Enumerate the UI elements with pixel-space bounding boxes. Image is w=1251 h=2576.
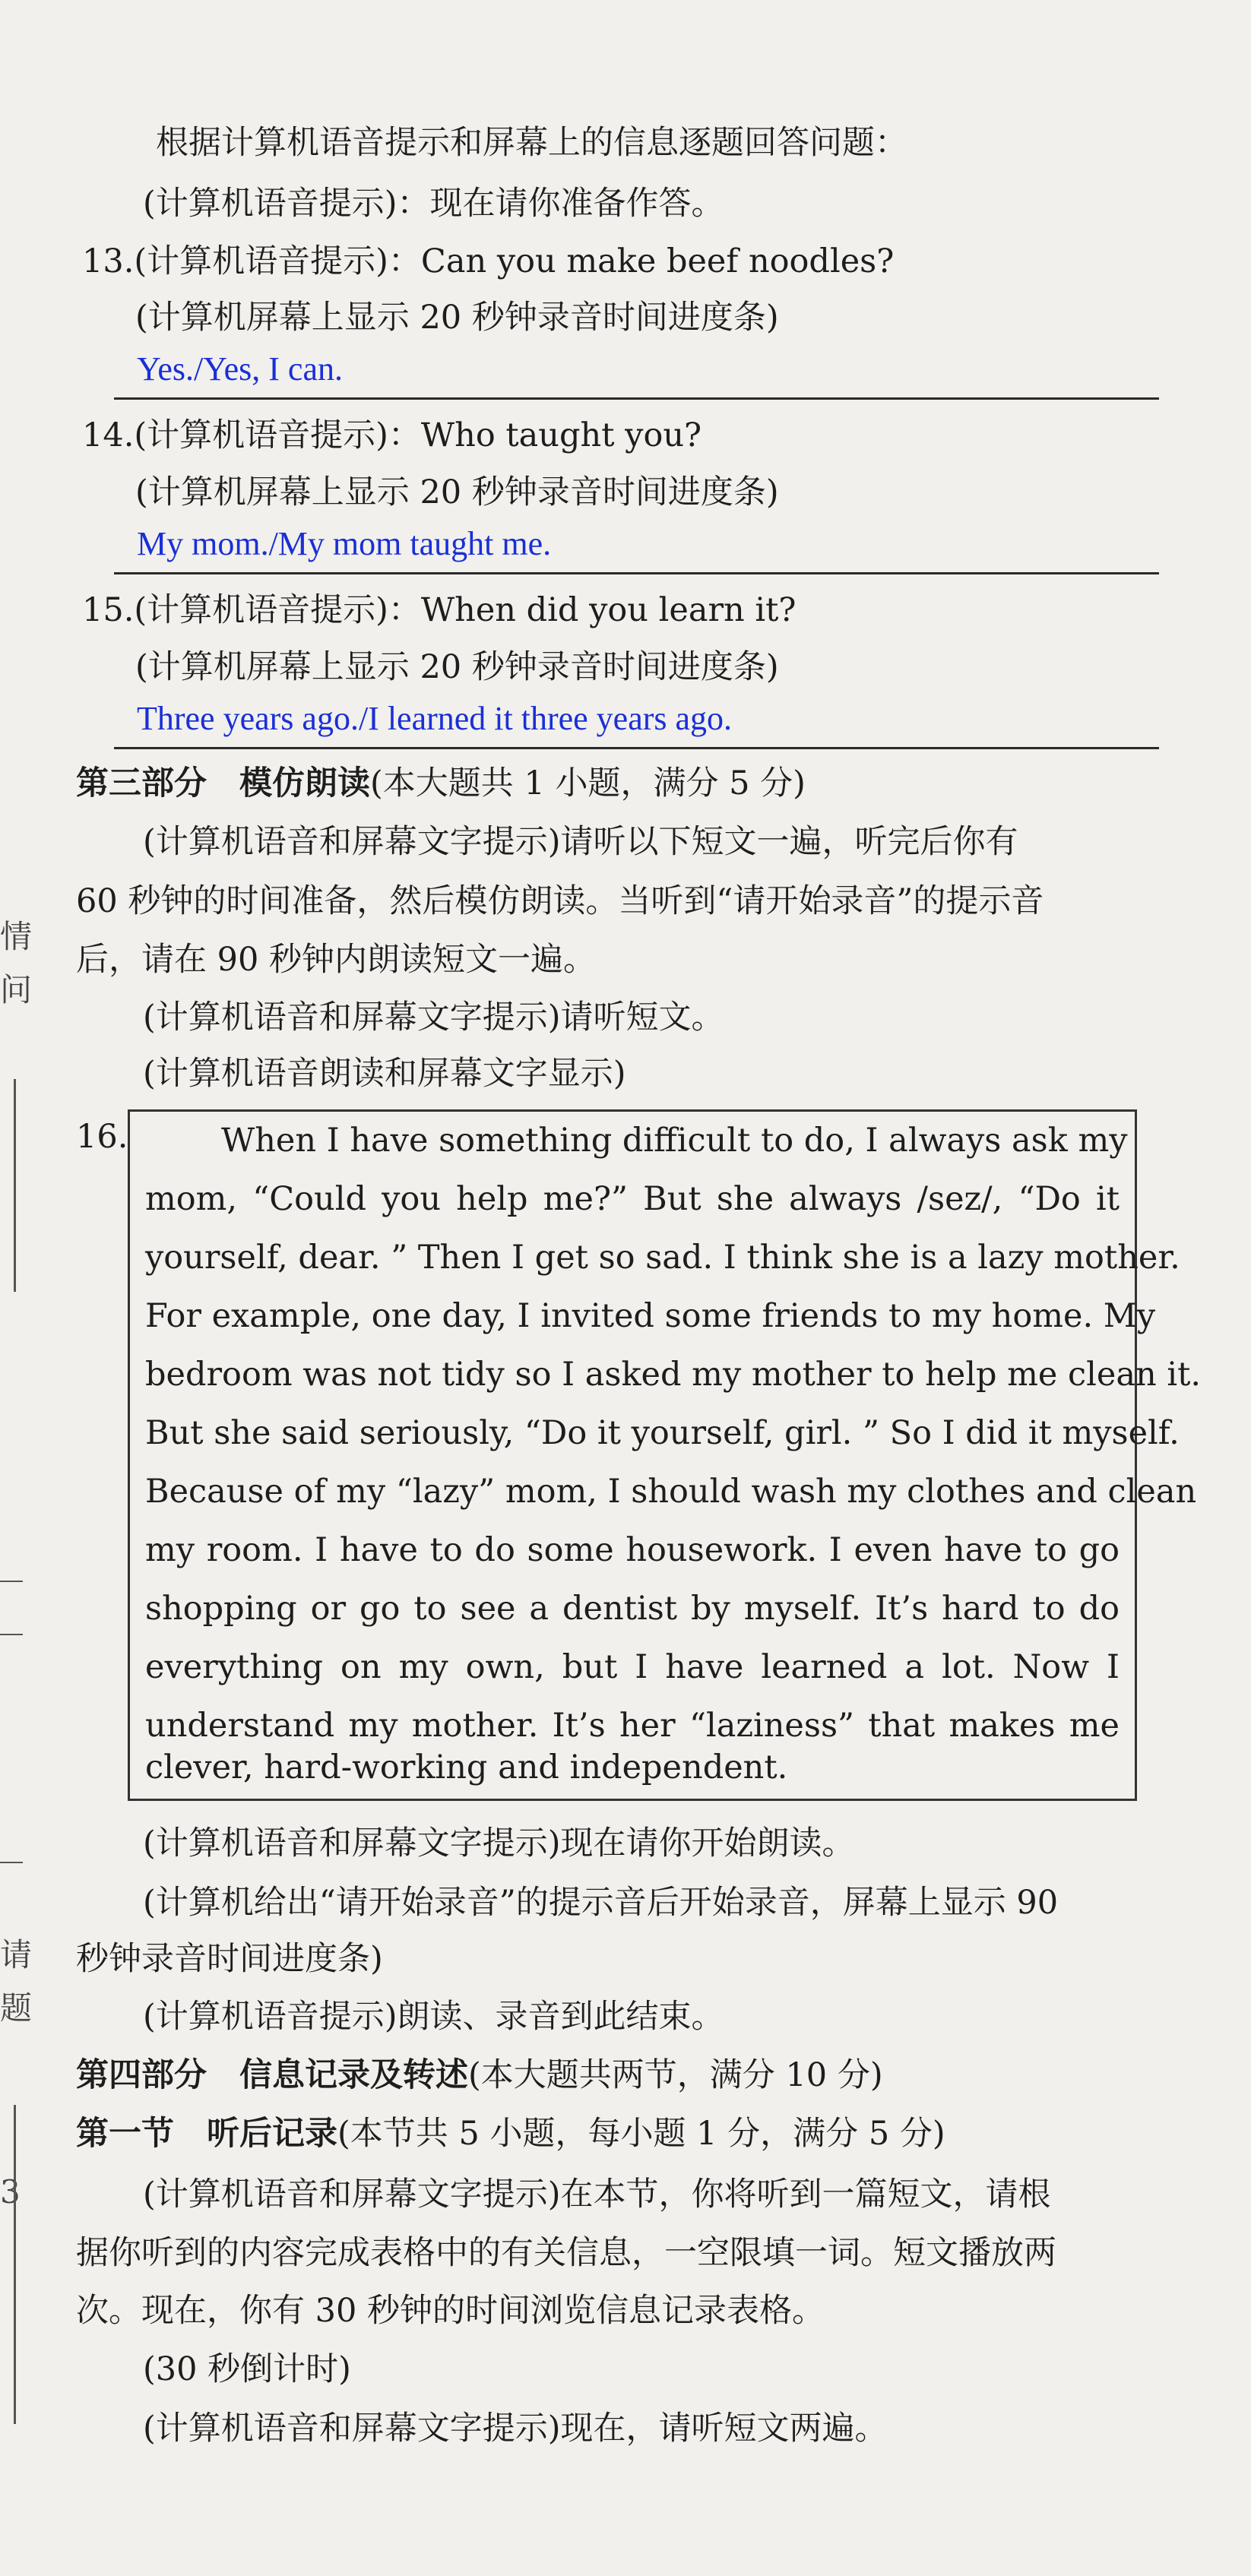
margin-rule [0,1862,23,1863]
section1-heading-note: (本节共 5 小题，每小题 1 分，满分 5 分) [337,2115,945,2153]
question-14-answer: My mom./My mom taught me. [137,525,552,562]
question-13-prompt: 13.(计算机语音提示)：Can you make beef noodles? [82,242,895,280]
part4-heading-title: 第四部分 信息记录及转述 [76,2056,468,2094]
answer-rule [114,572,1159,574]
section1-heading-title: 第一节 听后记录 [76,2115,337,2153]
margin-rule [14,1079,16,1292]
passage-line: For example, one day, I invited some friends to my home. My [145,1297,1156,1335]
part4-heading [76,2054,883,2097]
part4-countdown: (30 秒倒计时) [143,2350,351,2388]
part4-instr-line: 据你听到的内容完成表格中的有关信息，一空限填一词。短文播放两 [76,2234,1056,2272]
passage-line: But she said seriously, “Do it yourself, girl. ” So I did it myself. [145,1414,1180,1452]
passage-line: everything on my own, but I have learned a lot. Now I [145,1648,1120,1686]
part3-heading-note: (本大题共 1 小题，满分 5 分) [370,764,806,802]
margin-mark: 3 [0,2173,21,2210]
margin-rule [14,2105,16,2424]
part4-listen-twice: (计算机语音和屏幕文字提示)现在，请听短文两遍。 [143,2410,888,2448]
question-15-answer: Three years ago./I learned it three years ago. [137,700,733,737]
question-13-screen: (计算机屏幕上显示 20 秒钟录音时间进度条) [135,299,779,337]
answer-rule [114,397,1159,400]
margin-mark: 问 [0,971,33,1008]
passage-line: Because of my “lazy” mom, I should wash my clothes and clean [145,1473,1197,1511]
passage-line: mom, “Could you help me?” But she always /sez/, “Do it [145,1180,1120,1218]
part3-listen: (计算机语音和屏幕文字提示)请听短文。 [143,998,724,1036]
part3-display: (计算机语音朗读和屏幕文字显示) [143,1055,626,1093]
margin-rule [0,1634,23,1635]
part3-instr-line: 后，请在 90 秒钟内朗读短文一遍。 [76,941,597,979]
question-13-answer: Yes./Yes, I can. [137,350,343,388]
question-14-screen: (计算机屏幕上显示 20 秒钟录音时间进度条) [135,473,779,511]
passage-box [128,1109,1202,1801]
question-15-prompt: 15.(计算机语音提示)：When did you learn it? [82,591,797,629]
part4-instr-line: (计算机语音和屏幕文字提示)在本节，你将听到一篇短文，请根 [143,2176,1051,2214]
part3-instr-line: 60 秒钟的时间准备，然后模仿朗读。当听到“请开始录音”的提示音 [76,882,1044,920]
margin-rule [0,1581,23,1582]
passage-line: yourself, dear. ” Then I get so sad. I think she is a lazy mother. [145,1239,1180,1277]
passage-line: clever, hard-working and independent. [145,1748,788,1786]
prep-text: (计算机语音提示)：现在请你准备作答。 [143,185,724,223]
margin-mark: 请 [0,1936,33,1973]
passage-line: my room. I have to do some housework. I even have to go [145,1531,1120,1569]
question-14-prompt: 14.(计算机语音提示)：Who taught you? [82,416,702,454]
margin-mark: 情 [0,918,33,955]
passage-line: understand my mother. It’s her “laziness” that makes me [145,1707,1120,1745]
part3-record-line: 秒钟录音时间进度条) [76,1940,383,1978]
part4-heading-note: (本大题共两节，满分 10 分) [468,2056,883,2094]
part3-end: (计算机语音提示)朗读、录音到此结束。 [143,1998,724,2036]
intro-text: 根据计算机语音提示和屏幕上的信息逐题回答问题： [156,124,907,162]
section1-heading [76,2112,945,2155]
part3-heading-title: 第三部分 模仿朗读 [76,764,370,802]
passage-line: bedroom was not tidy so I asked my mother to help me clean it. [145,1356,1202,1394]
margin-mark: 题 [0,1989,33,2027]
part3-heading [76,762,806,805]
question-16-number: 16. [76,1118,128,1156]
question-15-screen: (计算机屏幕上显示 20 秒钟录音时间进度条) [135,648,779,686]
part3-start-read: (计算机语音和屏幕文字提示)现在请你开始朗读。 [143,1824,855,1862]
answer-rule [114,747,1159,749]
passage-line: When I have something difficult to do, I always ask my [221,1122,1128,1160]
part4-instr-line: 次。现在，你有 30 秒钟的时间浏览信息记录表格。 [76,2292,825,2330]
passage-line: shopping or go to see a dentist by myself. It’s hard to do [145,1590,1120,1628]
part3-record-line: (计算机给出“请开始录音”的提示音后开始录音，屏幕上显示 90 [143,1884,1059,1922]
part3-instr-line: (计算机语音和屏幕文字提示)请听以下短文一遍，听完后你有 [143,823,1018,861]
